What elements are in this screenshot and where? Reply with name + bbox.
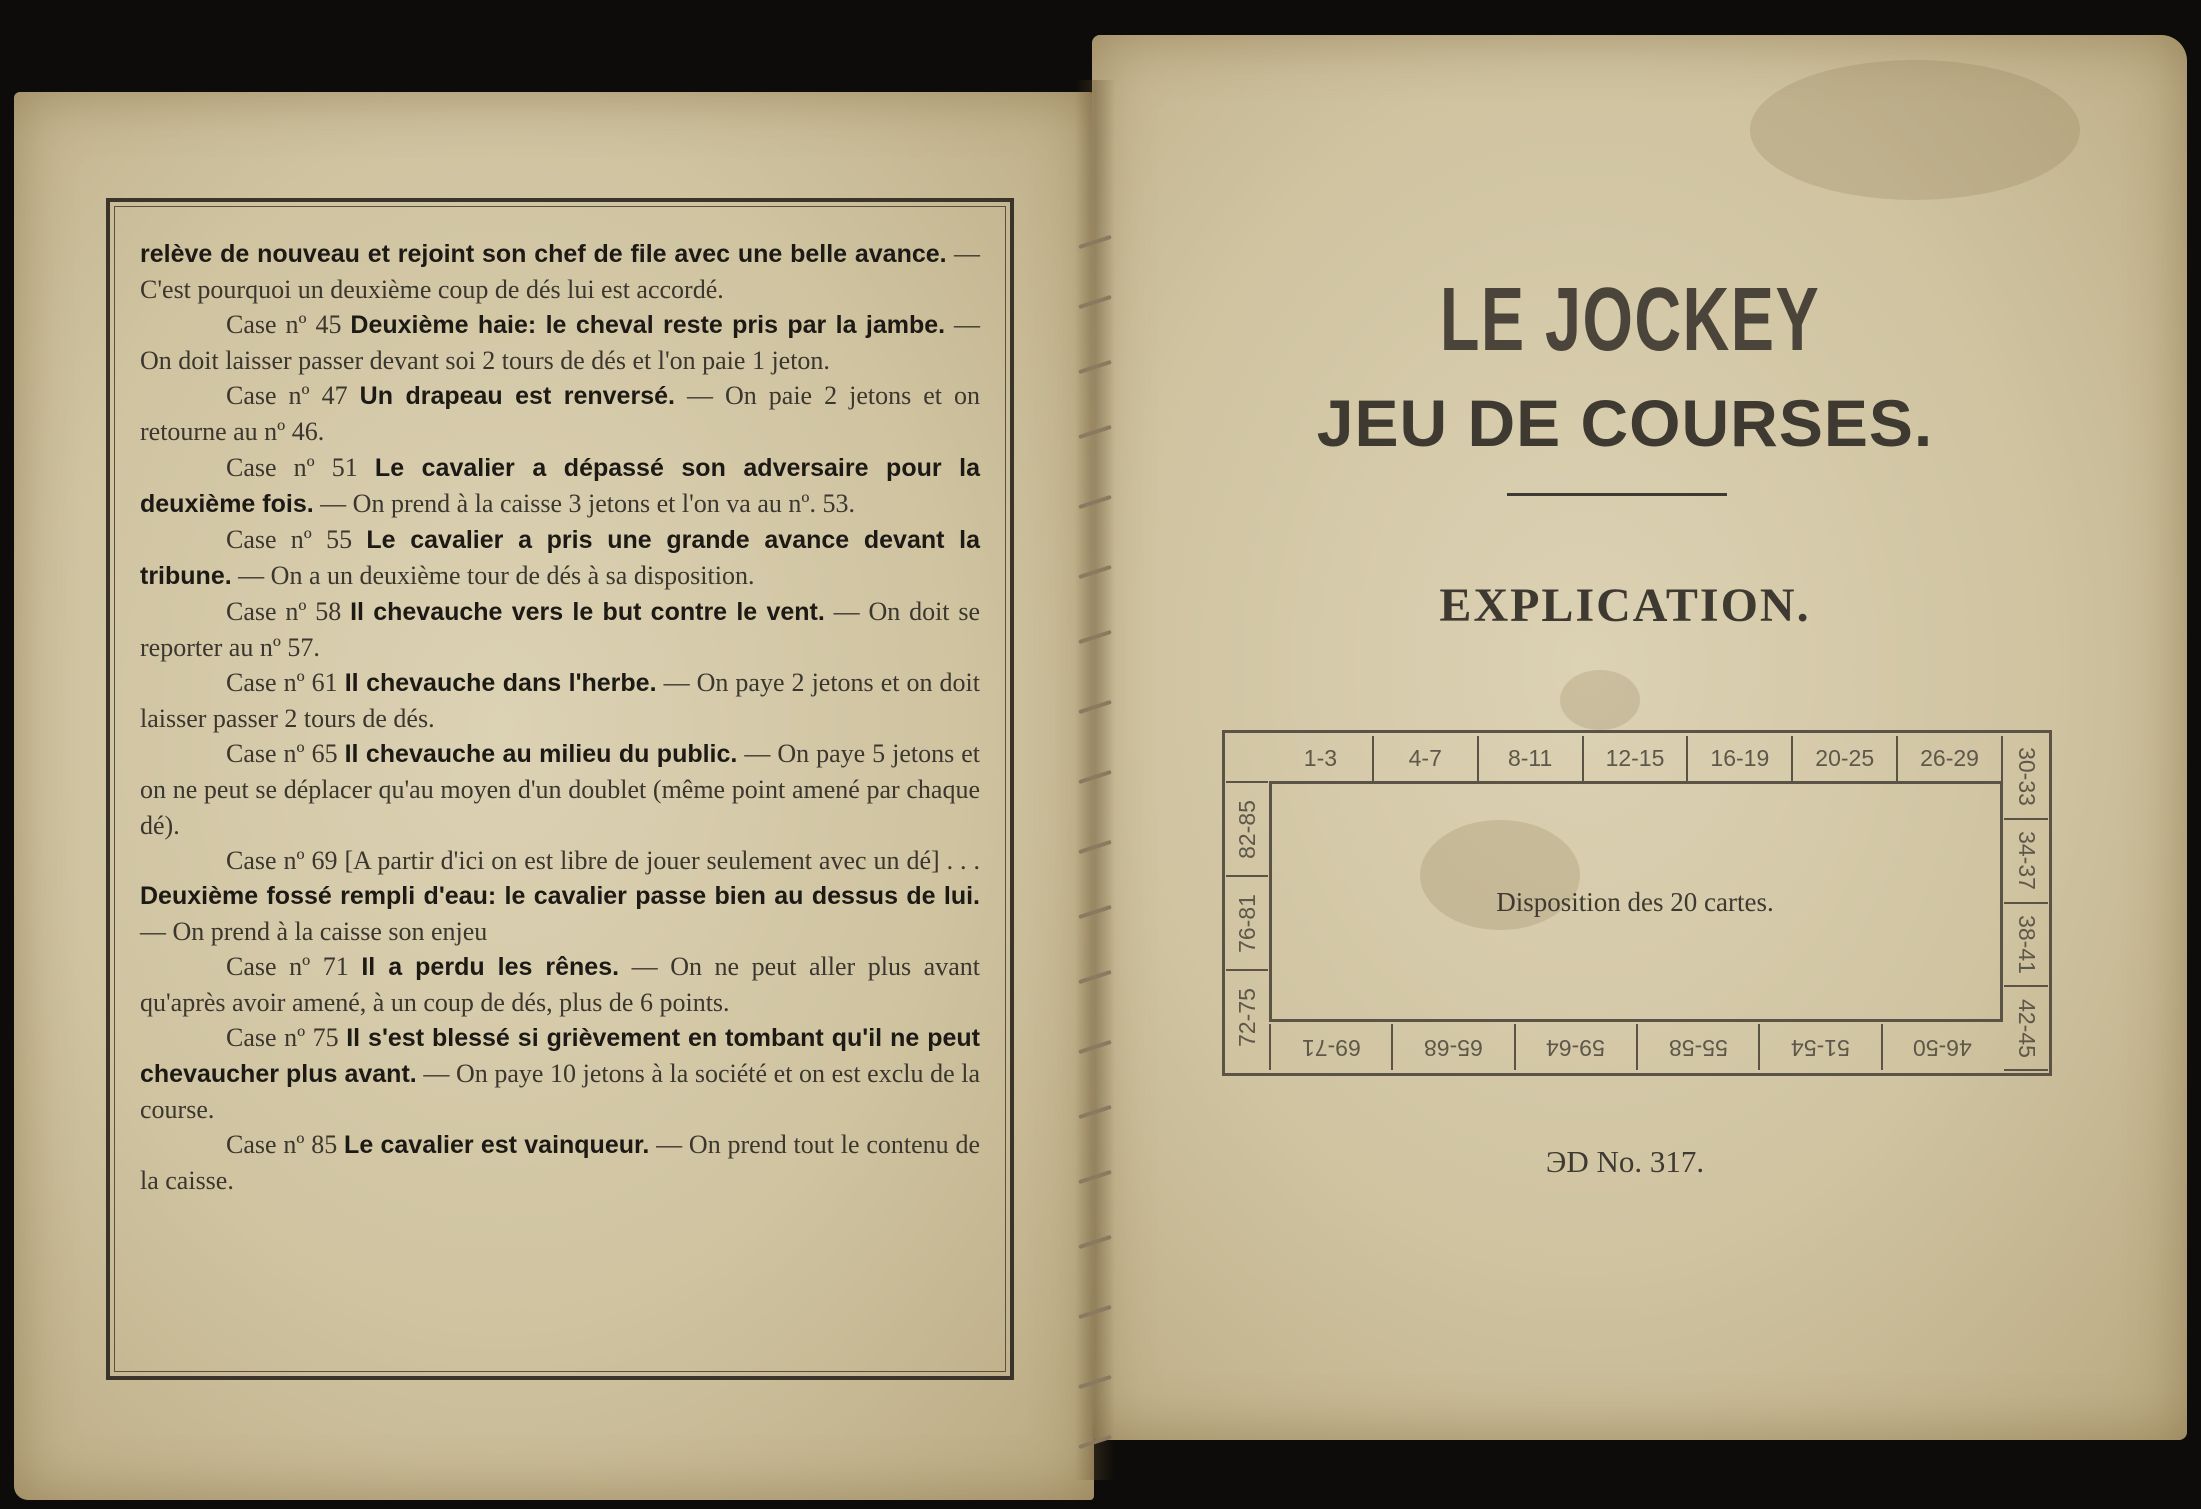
rule-event-text: Il chevauche dans l'herbe. — [344, 669, 657, 698]
card-slot — [1584, 736, 1689, 781]
rule-text: — On prend tout le contenu de la caisse. — [140, 1130, 981, 1196]
rule-text: Case nº 61 — [226, 668, 345, 698]
rule-text: — On paye 10 jetons à la société et on est exclu de la course. — [140, 1059, 980, 1125]
rule-text: Case nº 55 — [226, 524, 367, 554]
catalog-number: ЭD No. 317. — [1545, 1144, 1705, 1179]
rule-text: Case nº 45 — [226, 310, 351, 340]
card-slot — [1898, 736, 2003, 781]
rule-text: — On paie 2 jetons et on retourne au nº 46. — [140, 381, 981, 447]
rule-event-text: Il a perdu les rênes. — [361, 952, 620, 981]
rule-text: — On prend à la caisse 3 jetons et l'on va au nº. 53. — [313, 488, 855, 518]
rule-paragraph — [140, 736, 980, 842]
card-slot-label: 82-85 — [1233, 799, 1260, 859]
rule-paragraph — [140, 307, 980, 378]
divider-rule — [1507, 493, 1727, 496]
card-slot-label: 38-41 — [2013, 914, 2040, 974]
card-slot — [1514, 1024, 1636, 1070]
rule-event-text: Le cavalier a dépassé son adversaire pour la deuxième fois. — [140, 453, 980, 518]
rule-paragraph — [140, 450, 980, 522]
page-title: LE JOCKEY — [1439, 270, 1821, 370]
rule-text: Case nº 75 — [226, 1023, 347, 1053]
card-slot-label: 65-68 — [1424, 1034, 1483, 1061]
card-slot-label: 12-15 — [1605, 745, 1665, 771]
rule-text: — On doit laisser passer devant soi 2 tours de dés et l'on paie 1 jeton. — [140, 310, 981, 376]
rule-text: — On prend à la caisse son enjeu — [140, 916, 488, 946]
rule-paragraph — [140, 522, 980, 594]
rule-event-text: Deuxième fossé rempli d'eau: le cavalier passe bien au dessus de lui. — [140, 881, 980, 910]
rule-text: — On ne peut aller plus avant qu'après avoir amené, à un coup de dés, plus de 6 points. — [140, 951, 980, 1017]
card-slot — [1269, 1024, 1391, 1070]
rule-paragraph — [140, 665, 980, 736]
card-slot — [1688, 736, 1793, 781]
card-slot-label: 26-29 — [1920, 745, 1979, 771]
card-slot-label: 46-50 — [1913, 1034, 1973, 1061]
rule-text: — On doit se reporter au nº 57. — [140, 596, 980, 663]
rule-text: — On a un deuxième tour de dés à sa disposition. — [231, 560, 755, 590]
card-slot — [2004, 904, 2048, 988]
rule-event-text: Le cavalier a pris une grande avance devant la tribune. — [140, 525, 980, 590]
rule-paragraph — [140, 236, 980, 307]
rule-event-text: Il chevauche au milieu du public. — [344, 740, 738, 769]
rule-text: — C'est pourquoi un deuxième coup de dés lui est accordé. — [140, 239, 980, 305]
rule-event-text: Un drapeau est renversé. — [359, 382, 675, 411]
card-slot-label: 8-11 — [1507, 745, 1553, 771]
card-slot — [1479, 736, 1584, 781]
rule-paragraph — [140, 949, 980, 1020]
card-slot — [2004, 736, 2048, 820]
card-slot-label: 59-64 — [1546, 1034, 1606, 1061]
card-slot — [1226, 875, 1268, 969]
card-slot — [1636, 1024, 1758, 1070]
rule-event-text: Deuxième haie: le cheval reste pris par la jambe. — [350, 311, 946, 340]
rule-paragraph — [140, 594, 980, 665]
card-slot — [2004, 987, 2048, 1071]
rule-paragraph — [140, 1020, 980, 1127]
stain — [1560, 670, 1640, 730]
rule-text: Case nº 58 — [226, 596, 351, 626]
card-slot — [2004, 820, 2048, 904]
card-layout-caption: Disposition des 20 cartes. — [1496, 887, 1774, 917]
rule-text: Case nº 71 — [226, 951, 362, 981]
card-slot — [1793, 736, 1898, 781]
stain — [1750, 60, 2080, 200]
card-slot-label: 72-75 — [1233, 987, 1260, 1047]
rule-text: Case nº 65 — [226, 739, 345, 769]
rule-paragraph — [140, 1127, 980, 1198]
rule-event-text: Il s'est blessé si grièvement en tombant qu'il ne peut chevaucher plus avant. — [140, 1024, 980, 1089]
card-slot — [1881, 1024, 2003, 1070]
rule-text: Case nº 85 — [226, 1130, 345, 1160]
section-heading: EXPLICATION. — [1439, 579, 1811, 632]
card-slot-label: 1-3 — [1303, 745, 1338, 771]
rule-text: Case nº 51 — [226, 452, 375, 482]
rule-text: Case nº 69 [A partir d'ici on est libre de jouer seulement avec un dé] . . . — [226, 845, 980, 875]
card-slot — [1226, 781, 1268, 875]
card-slot-label: 76-81 — [1233, 893, 1260, 953]
card-slot-label: 4-7 — [1408, 745, 1442, 771]
card-slot — [1269, 736, 1374, 781]
card-slot-label: 55-58 — [1668, 1034, 1728, 1061]
rule-event-text: Il chevauche vers le but contre le vent. — [350, 597, 825, 626]
card-slot — [1391, 1024, 1513, 1070]
card-slot — [1226, 969, 1268, 1063]
rule-paragraph — [140, 378, 980, 449]
rule-event-text: relève de nouveau et rejoint son chef de file avec une belle avance. — [140, 240, 947, 268]
card-slot — [1758, 1024, 1880, 1070]
page-subtitle: JEU DE COURSES. — [1316, 386, 1934, 460]
card-slot-label: 42-45 — [2013, 998, 2040, 1058]
card-slot-label: 16-19 — [1710, 745, 1770, 771]
rule-paragraph — [140, 843, 980, 949]
card-slot — [1374, 736, 1479, 781]
card-slot-label: 34-37 — [2013, 831, 2040, 891]
card-slot-label: 69-71 — [1301, 1034, 1361, 1061]
rule-text: Case nº 47 — [226, 381, 360, 411]
rules-text — [140, 236, 980, 1199]
rules-text-frame — [106, 198, 1014, 1380]
rule-text: — On paye 5 jetons et on ne peut se déplacer qu'au moyen d'un doublet (même point amené par chaque dé). — [140, 739, 980, 840]
rule-text: — On paye 2 jetons et on doit laisser passer 2 tours de dés. — [140, 668, 980, 734]
card-slot-label: 51-54 — [1791, 1034, 1850, 1061]
card-slot-label: 20-25 — [1815, 745, 1875, 771]
rule-event-text: Le cavalier est vainqueur. — [344, 1131, 650, 1160]
card-slot-label: 30-33 — [2013, 747, 2040, 807]
